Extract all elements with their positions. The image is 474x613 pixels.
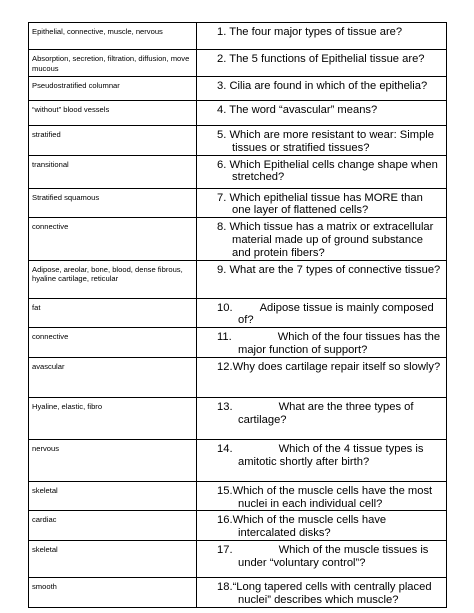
- question-cell: [197, 188, 447, 218]
- question-text: What are the 7 types of connective tissue?: [229, 263, 441, 276]
- answer-cell: [29, 77, 197, 101]
- answer-text: avascular: [32, 361, 65, 371]
- answer-cell: [29, 511, 197, 541]
- answer-text: stratified: [32, 130, 61, 139]
- answer-cell: [29, 540, 197, 577]
- answer-cell: [29, 23, 197, 50]
- answer-text: smooth: [32, 581, 57, 591]
- answer-cell: [29, 50, 197, 77]
- table-row: [29, 481, 447, 511]
- answer-cell: [29, 155, 197, 188]
- question-cell: [197, 155, 447, 188]
- question-text: Cilia are found in which of the epithelia?: [229, 80, 428, 92]
- answer-text: nervous: [32, 443, 60, 453]
- question-cell: [197, 481, 447, 511]
- answer-text: Epithelial, connective, muscle, nervous: [32, 27, 163, 36]
- answer-text: Hyaline, elastic, fibro: [32, 401, 103, 411]
- question-cell: [197, 397, 447, 439]
- question-cell: [197, 328, 447, 358]
- question-cell: [197, 77, 447, 101]
- question-number: 7.: [217, 191, 227, 204]
- table-row: [29, 260, 447, 298]
- answer-text: Pseudostratified columnar: [32, 81, 120, 90]
- question-number: 6.: [217, 158, 227, 171]
- question-cell: [197, 126, 447, 156]
- table-row: [29, 357, 447, 397]
- question-text: “Long tapered cells with centrally placed nuclei” describes which muscle?: [232, 580, 432, 606]
- answer-cell: [29, 328, 197, 358]
- question-cell: [197, 298, 447, 328]
- answer-cell: [29, 439, 197, 481]
- worksheet-table: [28, 22, 447, 608]
- question-text: The 5 functions of Epithelial tissue are?: [229, 53, 425, 65]
- question-text: Which of the four tissues has the major function of support?: [238, 331, 441, 356]
- answer-cell: [29, 397, 197, 439]
- question-text: Which are more resistant to wear: Simple tissues or stratified tissues?: [229, 129, 435, 154]
- question-number: 18.: [217, 580, 233, 593]
- table-row: [29, 77, 447, 101]
- question-text: The word “avascular” means?: [229, 104, 378, 116]
- table-row: [29, 50, 447, 77]
- answer-text: Absorption, secretion, filtration, diffusion, move mucous: [32, 54, 190, 73]
- table-row: [29, 218, 447, 260]
- table-row: [29, 439, 447, 481]
- answer-text: Adipose, areolar, bone, blood, dense fibrous, hyaline cartilage, reticular: [32, 264, 183, 284]
- answer-cell: [29, 188, 197, 218]
- question-number: 9.: [217, 263, 227, 276]
- table-row: [29, 23, 447, 50]
- answer-text: connective: [32, 332, 69, 342]
- answer-cell: [29, 481, 197, 511]
- question-cell: [197, 357, 447, 397]
- answer-cell: [29, 298, 197, 328]
- question-number: 12.: [217, 360, 233, 373]
- question-number: 4.: [217, 104, 227, 116]
- question-number: 16.: [217, 514, 233, 527]
- table-row: [29, 328, 447, 358]
- question-cell: [197, 439, 447, 481]
- answer-text: cardiac: [32, 515, 57, 525]
- question-text: Adipose tissue is mainly composed of?: [238, 301, 434, 327]
- answer-cell: [29, 126, 197, 156]
- table-row: [29, 101, 447, 126]
- question-text: Which tissue has a matrix or extracellular material made up of ground substance and protein fibers?: [229, 221, 434, 259]
- question-cell: [197, 101, 447, 126]
- table-row: [29, 511, 447, 541]
- question-number: 3.: [217, 80, 227, 92]
- table-row: [29, 126, 447, 156]
- question-text: The four major types of tissue are?: [229, 26, 403, 38]
- answer-text: Stratified squamous: [32, 192, 100, 202]
- answer-cell: [29, 260, 197, 298]
- answer-text: connective: [32, 222, 69, 232]
- answer-cell: [29, 577, 197, 607]
- question-number: 11.: [217, 331, 232, 344]
- question-cell: [197, 511, 447, 541]
- table-row: [29, 188, 447, 218]
- table-row: [29, 397, 447, 439]
- question-text: Which of the muscle cells have intercalated disks?: [232, 514, 387, 540]
- question-cell: [197, 23, 447, 50]
- answer-cell: [29, 357, 197, 397]
- question-number: 2.: [217, 53, 227, 65]
- question-cell: [197, 218, 447, 260]
- answer-text: fat: [32, 302, 41, 312]
- question-text: Which of the muscle cells have the most nuclei in each individual cell?: [232, 484, 433, 510]
- question-text: Which of the muscle tissues is under “voluntary control”?: [238, 543, 429, 569]
- question-number: 15.: [217, 484, 233, 497]
- question-number: 1.: [217, 26, 227, 38]
- answer-cell: [29, 101, 197, 126]
- table-row: [29, 155, 447, 188]
- question-number: 17.: [217, 543, 233, 556]
- answer-text: skeletal: [32, 544, 58, 554]
- question-number: 8.: [217, 221, 227, 234]
- answer-text: “without” blood vessels: [32, 105, 110, 114]
- question-number: 10.: [217, 301, 233, 314]
- question-cell: [197, 577, 447, 607]
- table-row: [29, 298, 447, 328]
- table-row: [29, 577, 447, 607]
- answer-text: transitional: [32, 159, 69, 169]
- question-cell: [197, 260, 447, 298]
- question-number: 13.: [217, 400, 233, 413]
- question-text: Which epithelial tissue has MORE than one layer of flattened cells?: [229, 191, 423, 217]
- answer-text: skeletal: [32, 485, 58, 495]
- question-text: Why does cartilage repair itself so slowly?: [232, 360, 441, 373]
- table-row: [29, 540, 447, 577]
- question-text: Which Epithelial cells change shape when stretched?: [229, 158, 438, 184]
- question-cell: [197, 540, 447, 577]
- question-cell: [197, 50, 447, 77]
- question-number: 14.: [217, 442, 233, 455]
- question-number: 5.: [217, 129, 227, 141]
- question-text: What are the three types of cartilage?: [238, 400, 414, 426]
- answer-cell: [29, 218, 197, 260]
- question-text: Which of the 4 tissue types is amitotic shortly after birth?: [238, 442, 424, 468]
